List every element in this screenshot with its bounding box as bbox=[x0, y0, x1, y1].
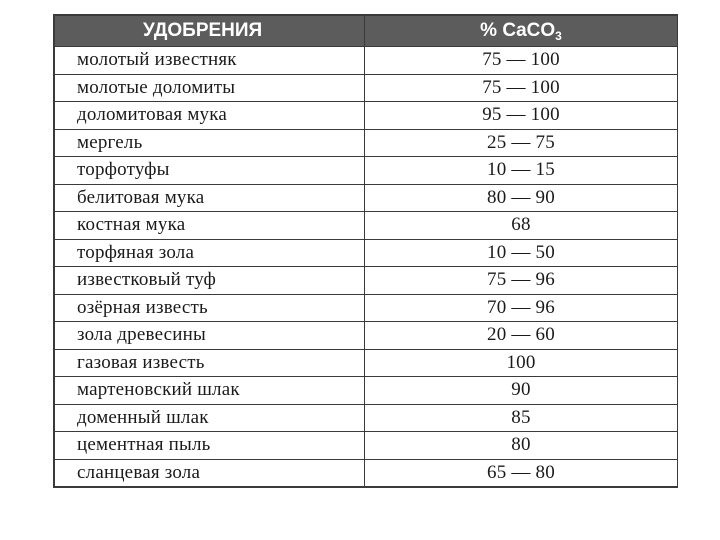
caco3-value-cell: 85 bbox=[365, 404, 678, 432]
header-fertilizers: УДОБРЕНИЯ bbox=[55, 16, 365, 47]
table-row bbox=[55, 184, 678, 212]
fertilizer-name-cell: мергель bbox=[55, 129, 365, 157]
caco3-value-cell: 80 — 90 bbox=[365, 184, 678, 212]
header-caco3-main: % CaCO bbox=[480, 19, 556, 41]
table-row bbox=[55, 322, 678, 350]
caco3-value-cell: 100 bbox=[365, 349, 678, 377]
fertilizer-caco3-table bbox=[54, 15, 678, 487]
fertilizer-name-cell: мартеновский шлак bbox=[55, 377, 365, 405]
table-row bbox=[55, 459, 678, 487]
caco3-value-cell: 75 — 96 bbox=[365, 267, 678, 295]
fertilizer-name-cell: доломитовая мука bbox=[55, 102, 365, 130]
table-row bbox=[55, 157, 678, 185]
caco3-value-cell: 10 — 15 bbox=[365, 157, 678, 185]
table-row bbox=[55, 212, 678, 240]
table-row bbox=[55, 239, 678, 267]
table-body bbox=[55, 47, 678, 487]
table-row bbox=[55, 432, 678, 460]
fertilizer-name-cell: озёрная известь bbox=[55, 294, 365, 322]
table-header bbox=[55, 16, 678, 47]
table-row bbox=[55, 129, 678, 157]
header-caco3-percent bbox=[365, 16, 678, 47]
fertilizer-name-cell: доменный шлак bbox=[55, 404, 365, 432]
table-row bbox=[55, 349, 678, 377]
fertilizer-name-cell: молотые доломиты bbox=[55, 74, 365, 102]
fertilizer-name-cell: цементная пыль bbox=[55, 432, 365, 460]
table-row bbox=[55, 267, 678, 295]
caco3-value-cell: 75 — 100 bbox=[365, 74, 678, 102]
fertilizer-name-cell: белитовая мука bbox=[55, 184, 365, 212]
caco3-value-cell: 65 — 80 bbox=[365, 459, 678, 487]
fertilizer-table-container bbox=[53, 14, 678, 488]
table-row bbox=[55, 102, 678, 130]
caco3-value-cell: 25 — 75 bbox=[365, 129, 678, 157]
header-caco3-subscript: 3 bbox=[555, 28, 562, 43]
caco3-value-cell: 20 — 60 bbox=[365, 322, 678, 350]
caco3-value-cell: 95 — 100 bbox=[365, 102, 678, 130]
caco3-value-cell: 68 bbox=[365, 212, 678, 240]
table-row bbox=[55, 74, 678, 102]
fertilizer-name-cell: газовая известь bbox=[55, 349, 365, 377]
caco3-value-cell: 80 bbox=[365, 432, 678, 460]
fertilizer-name-cell: сланцевая зола bbox=[55, 459, 365, 487]
fertilizer-name-cell: костная мука bbox=[55, 212, 365, 240]
caco3-value-cell: 90 bbox=[365, 377, 678, 405]
table-row bbox=[55, 294, 678, 322]
caco3-value-cell: 70 — 96 bbox=[365, 294, 678, 322]
table-row bbox=[55, 377, 678, 405]
fertilizer-name-cell: известковый туф bbox=[55, 267, 365, 295]
table-row bbox=[55, 404, 678, 432]
caco3-value-cell: 10 — 50 bbox=[365, 239, 678, 267]
fertilizer-name-cell: зола древесины bbox=[55, 322, 365, 350]
table-row bbox=[55, 47, 678, 75]
header-row bbox=[55, 16, 678, 47]
fertilizer-name-cell: молотый известняк bbox=[55, 47, 365, 75]
caco3-value-cell: 75 — 100 bbox=[365, 47, 678, 75]
fertilizer-name-cell: торфяная зола bbox=[55, 239, 365, 267]
fertilizer-name-cell: торфотуфы bbox=[55, 157, 365, 185]
